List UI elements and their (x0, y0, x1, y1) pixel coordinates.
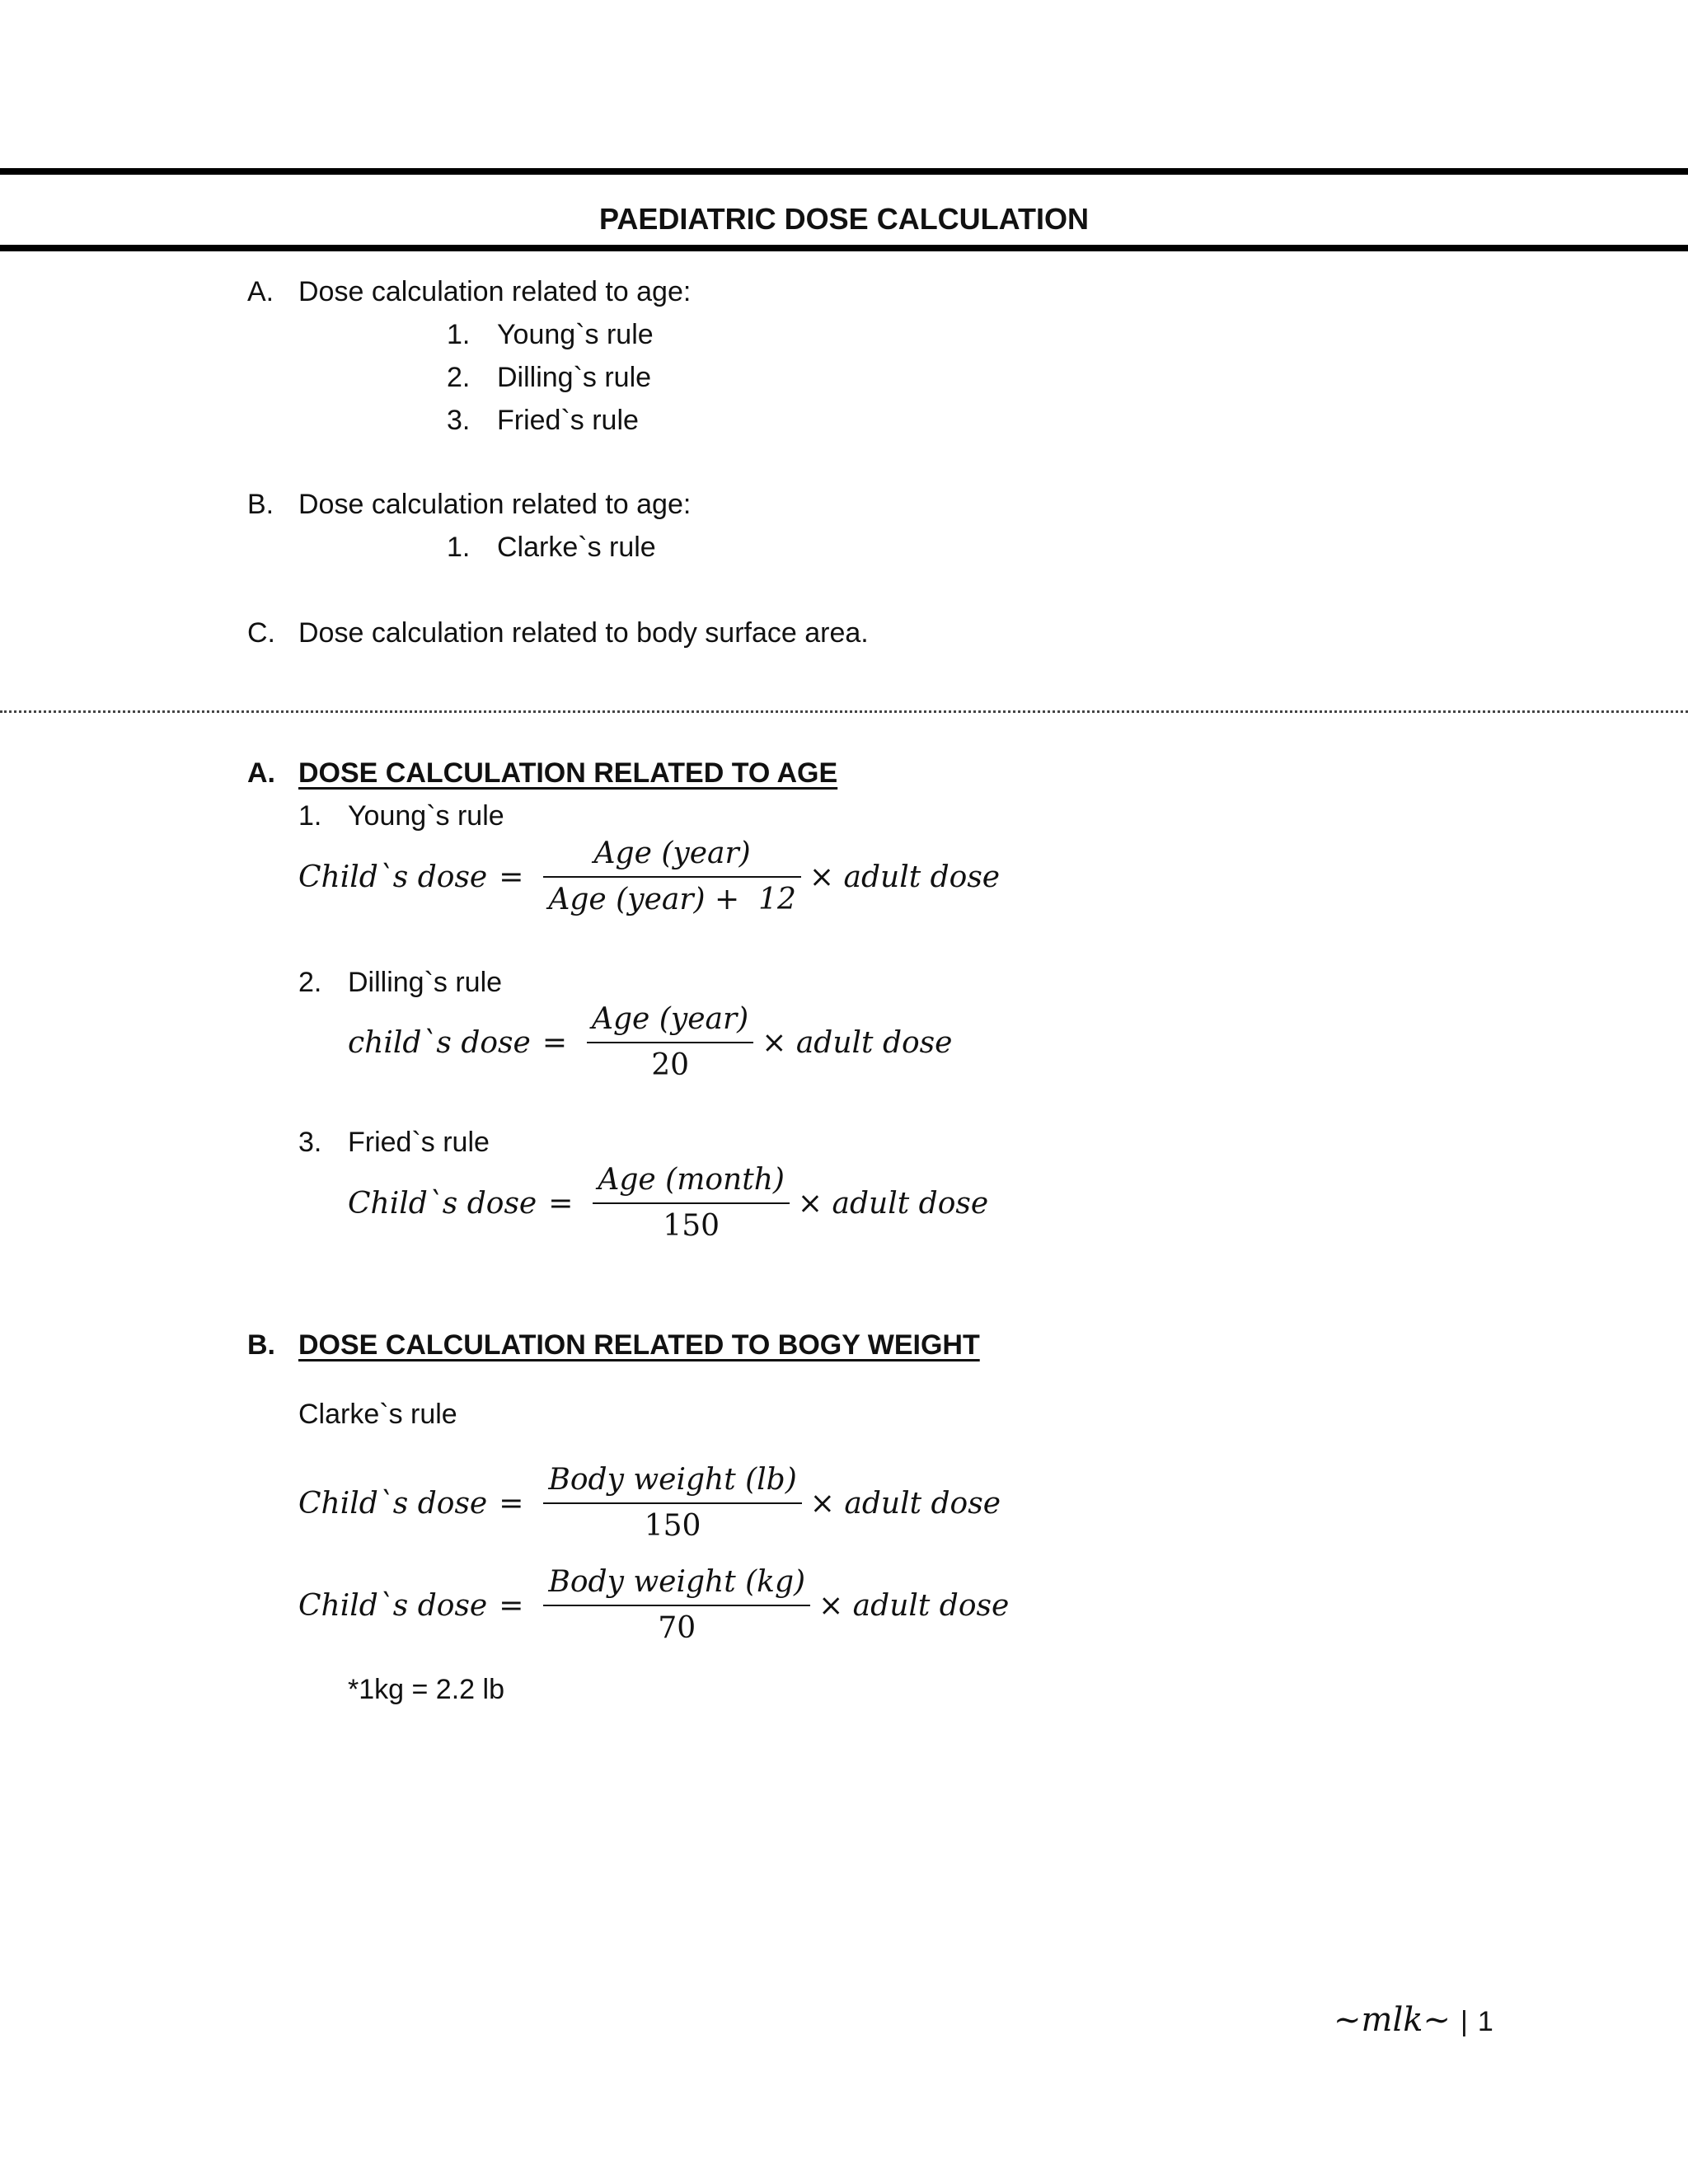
overview-b-text: Dose calculation related to age: (298, 489, 692, 520)
overview-a-item-2: Dilling`s rule (497, 362, 652, 393)
overview-c-letter: C. (247, 617, 275, 649)
clarke-kg-rhs: × adult dose (818, 1588, 1010, 1623)
young-lhs: Child`s dose (298, 860, 488, 894)
clarke-lb-denominator: 150 (644, 1509, 701, 1543)
clarke-lb-rhs: × adult dose (809, 1486, 1001, 1521)
page-number: 1 (1477, 2006, 1493, 2037)
overview-b-item-1-num: 1. (447, 532, 471, 563)
clarke-kg-denominator: 70 (658, 1611, 696, 1645)
young-formula (298, 827, 1000, 926)
clarke-kg-lhs: Child`s dose (298, 1588, 488, 1623)
dilling-rule-title: Dilling`s rule (348, 967, 503, 998)
overview-a-item-1-num: 1. (447, 319, 471, 350)
clarke-kg-fraction-bar (543, 1605, 810, 1606)
dilling-lhs: child`s dose (348, 1025, 531, 1060)
dilling-denominator: 20 (651, 1048, 690, 1082)
fried-rule-num: 3. (298, 1127, 322, 1158)
young-rule-title: Young`s rule (348, 800, 504, 832)
dilling-rule-num: 2. (298, 967, 322, 998)
young-fraction-bar (543, 876, 801, 878)
overview-a-item-1: Young`s rule (497, 319, 654, 350)
young-fraction (543, 835, 801, 919)
fried-rule-title: Fried`s rule (348, 1127, 490, 1158)
page-footer (1334, 2001, 1493, 2039)
section-a-letter: A. (247, 757, 275, 789)
header-top-rule (0, 168, 1688, 175)
page-title: PAEDIATRIC DOSE CALCULATION (599, 202, 1089, 236)
overview-a-item-3: Fried`s rule (497, 405, 639, 436)
conversion-note: *1kg = 2.2 lb (348, 1674, 504, 1705)
dilling-equals: = (542, 1025, 568, 1060)
fried-fraction (593, 1161, 790, 1245)
young-rule-num: 1. (298, 800, 322, 832)
section-a-heading: DOSE CALCULATION RELATED TO AGE (298, 757, 838, 789)
clarke-lb-lhs: Child`s dose (298, 1486, 488, 1521)
footer-separator: | (1461, 2006, 1468, 2037)
fried-lhs: Child`s dose (348, 1186, 537, 1221)
dilling-fraction-bar (587, 1042, 753, 1043)
young-equals: = (499, 860, 524, 894)
young-rhs: × adult dose (809, 860, 1001, 894)
young-denominator: Age (year) + 12 (548, 883, 796, 916)
clarke-kg-equals: = (499, 1588, 524, 1623)
overview-a-item-2-num: 2. (447, 362, 471, 393)
author-signature: ~mlk~ (1334, 2001, 1451, 2039)
fried-equals: = (548, 1186, 574, 1221)
overview-c-text: Dose calculation related to body surface area. (298, 617, 869, 649)
overview-b-letter: B. (247, 489, 274, 520)
fried-formula (348, 1154, 988, 1253)
fried-numerator: Age (month) (598, 1163, 785, 1197)
section-b-letter: B. (247, 1329, 275, 1361)
clarke-kg-numerator: Body weight (kg) (548, 1565, 806, 1599)
dilling-rhs: × adult dose (762, 1025, 953, 1060)
clarke-kg-fraction (543, 1563, 810, 1647)
header-bottom-rule (0, 245, 1688, 251)
clarke-lb-fraction (543, 1461, 801, 1545)
fried-fraction-bar (593, 1202, 790, 1204)
overview-a-item-3-num: 3. (447, 405, 471, 436)
fried-rhs: × adult dose (797, 1186, 989, 1221)
young-numerator: Age (year) (593, 837, 751, 870)
clarke-kg-formula (298, 1556, 1009, 1655)
fried-denominator: 150 (663, 1209, 720, 1243)
section-divider (0, 710, 1688, 713)
overview-b-item-1: Clarke`s rule (497, 532, 656, 563)
dilling-formula (348, 993, 952, 1092)
clarke-rule-title: Clarke`s rule (298, 1399, 457, 1430)
dilling-fraction (587, 1001, 753, 1085)
dilling-numerator: Age (year) (592, 1002, 749, 1036)
clarke-lb-formula (298, 1454, 1001, 1553)
overview-a-text: Dose calculation related to age: (298, 276, 692, 307)
clarke-lb-numerator: Body weight (lb) (548, 1463, 797, 1497)
clarke-lb-equals: = (499, 1486, 524, 1521)
overview-a-letter: A. (247, 276, 274, 307)
clarke-lb-fraction-bar (543, 1502, 801, 1504)
section-b-heading: DOSE CALCULATION RELATED TO BOGY WEIGHT (298, 1329, 980, 1361)
